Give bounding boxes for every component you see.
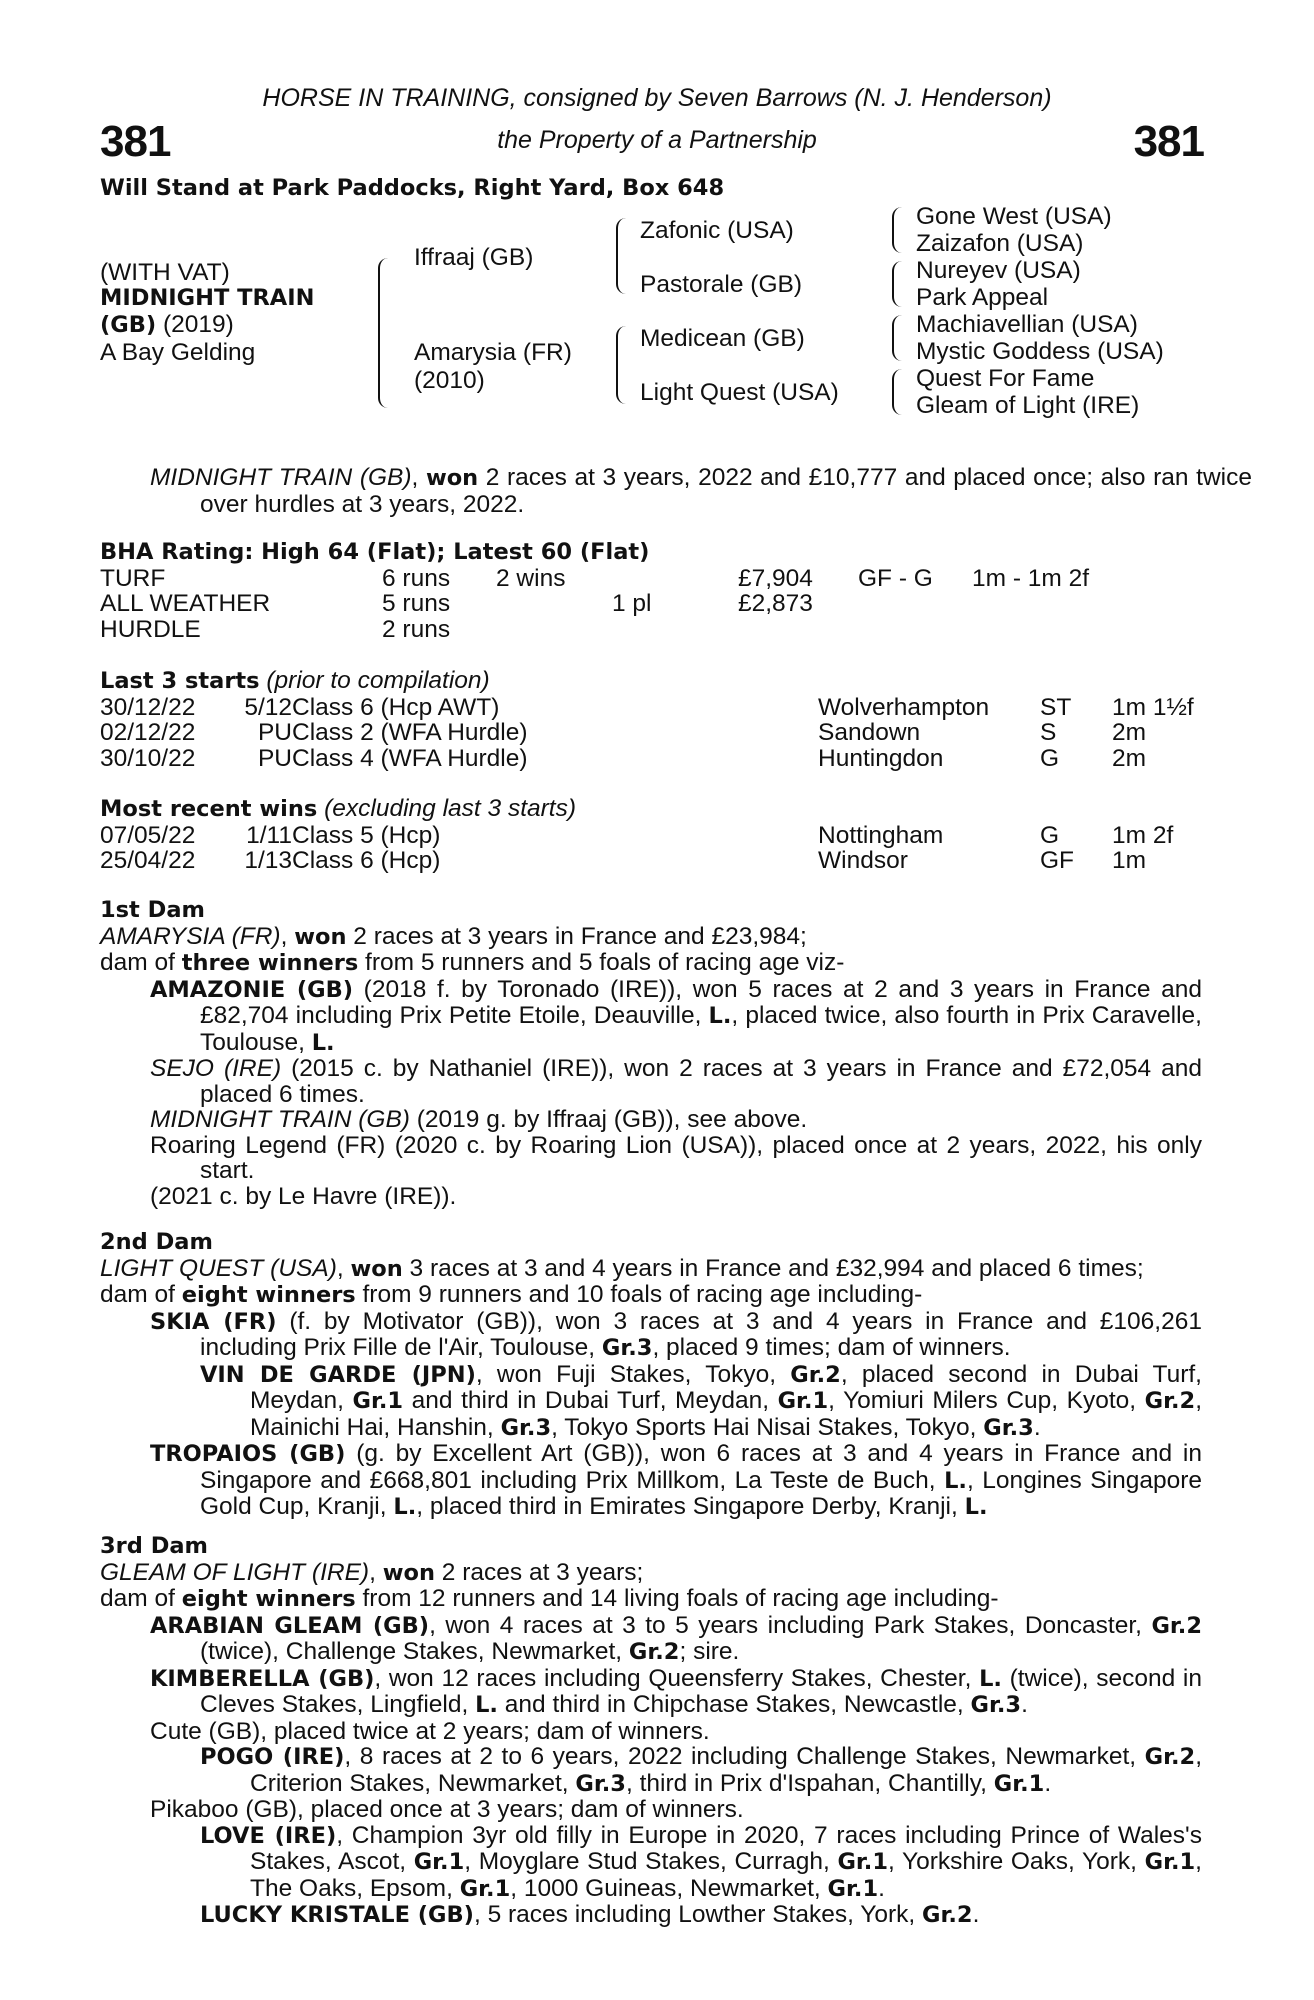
property-line: the Property of a Partnership [497,126,817,154]
bha-rating-title: BHA Rating: High 64 (Flat); Latest 60 (Flat) [100,539,650,565]
rating-row-hurdle: HURDLE 2 runs [100,615,451,643]
great-grandsire-3: Machiavellian (USA) [916,311,1138,338]
produce-entry: Roaring Legend (FR) (2020 c. by Roaring Lion (USA)), placed once at 2 years, 2022, his only start. [150,1131,1202,1184]
produce-entry: KIMBERELLA (GB), won 12 races including Queensferry Stakes, Chester, L. (twice), second in Cleves Stakes, Lingfield, L. and third in Chipchase Stakes, Newcastle, Gr.3. [150,1664,1202,1718]
recent-win-row: 25/04/22 1/13 Class 6 (Hcp) Windsor GF 1m [100,847,1147,874]
pedigree-brace [378,258,394,408]
produce-entry: Cute (GB), placed twice at 2 years; dam of winners. [150,1717,710,1745]
second-dam-title: 2nd Dam [100,1229,213,1255]
dam-sire: Medicean (GB) [640,325,805,352]
great-grandsire-4: Quest For Fame [916,365,1095,392]
sire-brace [616,218,632,294]
dam: Amarysia (FR) [414,339,572,366]
second-dam-record: LIGHT QUEST (USA), won 3 races at 3 and 4 years in France and £32,994 and placed 6 times; [100,1254,1144,1282]
recent-wins-title: Most recent wins (excluding last 3 starts) [100,795,577,822]
first-dam-produce: dam of three winners from 5 runners and 5 foals of racing age viz- [100,949,845,976]
great-grandsire-1: Gone West (USA) [916,203,1112,230]
stand-location: Will Stand at Park Paddocks, Right Yard, Box 648 [100,175,725,201]
last-start-row: 02/12/22 PU Class 2 (WFA Hurdle) Sandown S 2m [100,719,1147,746]
recent-wins-section [100,796,1202,874]
recent-win-row: 07/05/22 1/11 Class 5 (Hcp) Nottingham G 1m 2f [100,821,1174,849]
first-dam-record: AMARYSIA (FR), won 2 races at 3 years in France and £23,984; [100,922,807,950]
rating-row-all-weather: ALL WEATHER 5 runs 1 pl £2,873 [100,590,813,617]
lot-number-right: 381 [1133,117,1204,166]
great-granddam-2: Park Appeal [916,284,1049,311]
second-dam-produce: dam of eight winners from 9 runners and 10 foals of racing age including- [100,1281,923,1308]
third-dam-produce: dam of eight winners from 12 runners and 14 living foals of racing age including- [100,1585,999,1612]
lot-number-left: 381 [100,117,171,166]
dam-year: (2010) [414,367,485,394]
g-brace-1 [892,207,908,253]
g-brace-3 [892,315,908,361]
vat-label: (WITH VAT) [100,259,230,286]
produce-entry: ARABIAN GLEAM (GB), won 4 races at 3 to 5 years including Park Stakes, Doncaster, Gr.2 (twice), Challenge Stakes, Newmarket, Gr.2; sire. [150,1611,1202,1665]
horse-description: A Bay Gelding [100,339,256,366]
horse-country-year: (GB) (2019) [100,311,234,338]
last-start-row: 30/12/22 5/12 Class 6 (Hcp AWT) Wolverhampton ST 1m 1½f [100,693,1194,721]
great-granddam-3: Mystic Goddess (USA) [916,338,1164,365]
produce-entry: VIN DE GARDE (JPN), won Fuji Stakes, Tokyo, Gr.2, placed second in Dubai Turf, Meydan, Gr.1 and third in Dubai Turf, Meydan, Gr.1, Yomiuri Milers Cup, Kyoto, Gr.2, Mainichi Hai, Hanshin, Gr.3, Tokyo Sports Hai Nisai Stakes, Tokyo, Gr.3. [200,1360,1203,1441]
third-dam-section [100,1534,1202,1929]
produce-entry: TROPAIOS (GB) (g. by Excellent Art (GB)), won 6 races at 3 and 4 years in France and in Singapore and £668,801 including Prix Millkom, La Teste de Buch, L., Longines Singapore Gold Cup, Kranji, L., placed third in Emirates Singapore Derby, Kranji, L. [150,1440,1202,1520]
dam-dam: Light Quest (USA) [640,379,839,406]
sire-dam: Pastorale (GB) [640,271,803,298]
produce-entry: MIDNIGHT TRAIN (GB) (2019 g. by Iffraaj (GB)), see above. [150,1106,808,1133]
produce-entry: AMAZONIE (GB) (2018 f. by Toronado (IRE)), won 5 races at 2 and 3 years in France and £82,704 including Prix Petite Etoile, Deauville, L., placed twice, also fourth in Prix Caravelle, Toulouse, L. [150,975,1203,1056]
last-starts-section [100,668,1202,771]
rating-row-turf: TURF 6 runs 2 wins £7,904 GF - G 1m - 1m 2f [100,564,1090,592]
third-dam-record: GLEAM OF LIGHT (IRE), won 2 races at 3 years; [100,1558,644,1586]
great-grandsire-2: Nureyev (USA) [916,257,1081,284]
produce-entry: Pikaboo (GB), placed once at 3 years; dam of winners. [150,1796,744,1823]
second-dam-section [100,1230,1202,1521]
last-starts-title: Last 3 starts (prior to compilation) [100,667,490,694]
sire-sire: Zafonic (USA) [640,217,794,244]
first-dam-section [100,898,1202,1209]
produce-entry: POGO (IRE), 8 races at 2 to 6 years, 2022 including Challenge Stakes, Newmarket, Gr.2, Criterion Stakes, Newmarket, Gr.3, third in Prix d'Ispahan, Chantilly, Gr.1. [200,1743,1202,1797]
g-brace-4 [892,369,908,415]
produce-entry: SEJO (IRE) (2015 c. by Nathaniel (IRE)), won 2 races at 3 years in France and £72,054 and placed 6 times. [150,1055,1202,1108]
bha-rating-section [100,540,1202,642]
great-granddam-4: Gleam of Light (IRE) [916,392,1140,419]
g-brace-2 [892,261,908,307]
last-start-row: 30/10/22 PU Class 4 (WFA Hurdle) Huntingdon G 2m [100,744,1147,772]
great-granddam-1: Zaizafon (USA) [916,230,1084,257]
third-dam-title: 3rd Dam [100,1533,208,1559]
rating-table [100,566,1202,643]
produce-entry: (2021 c. by Le Havre (IRE)). [150,1182,457,1210]
race-summary: MIDNIGHT TRAIN (GB), won 2 races at 3 years, 2022 and £10,777 and placed once; also ran twice over hurdles at 3 years, 2022. [150,464,1252,518]
sire: Iffraaj (GB) [414,244,534,271]
consignment-line: HORSE IN TRAINING, consigned by Seven Barrows (N. J. Henderson) [262,84,1052,112]
dam-brace [616,326,632,404]
horse-name: MIDNIGHT TRAIN [100,285,315,311]
produce-entry: SKIA (FR) (f. by Motivator (GB)), won 3 races at 3 and 4 years in France and £106,261 including Prix Fille de l'Air, Toulouse, Gr.3, placed 9 times; dam of winners. [150,1307,1202,1361]
produce-entry: LUCKY KRISTALE (GB), 5 races including Lowther Stakes, York, Gr.2. [200,1901,980,1928]
produce-entry: LOVE (IRE), Champion 3yr old filly in Europe in 2020, 7 races including Prince of Wales's Stakes, Ascot, Gr.1, Moyglare Stud Stakes, Curragh, Gr.1, Yorkshire Oaks, York, Gr.1, The Oaks, Epsom, Gr.1, 1000 Guineas, Newmarket, Gr.1. [200,1821,1202,1902]
first-dam-title: 1st Dam [100,897,205,923]
